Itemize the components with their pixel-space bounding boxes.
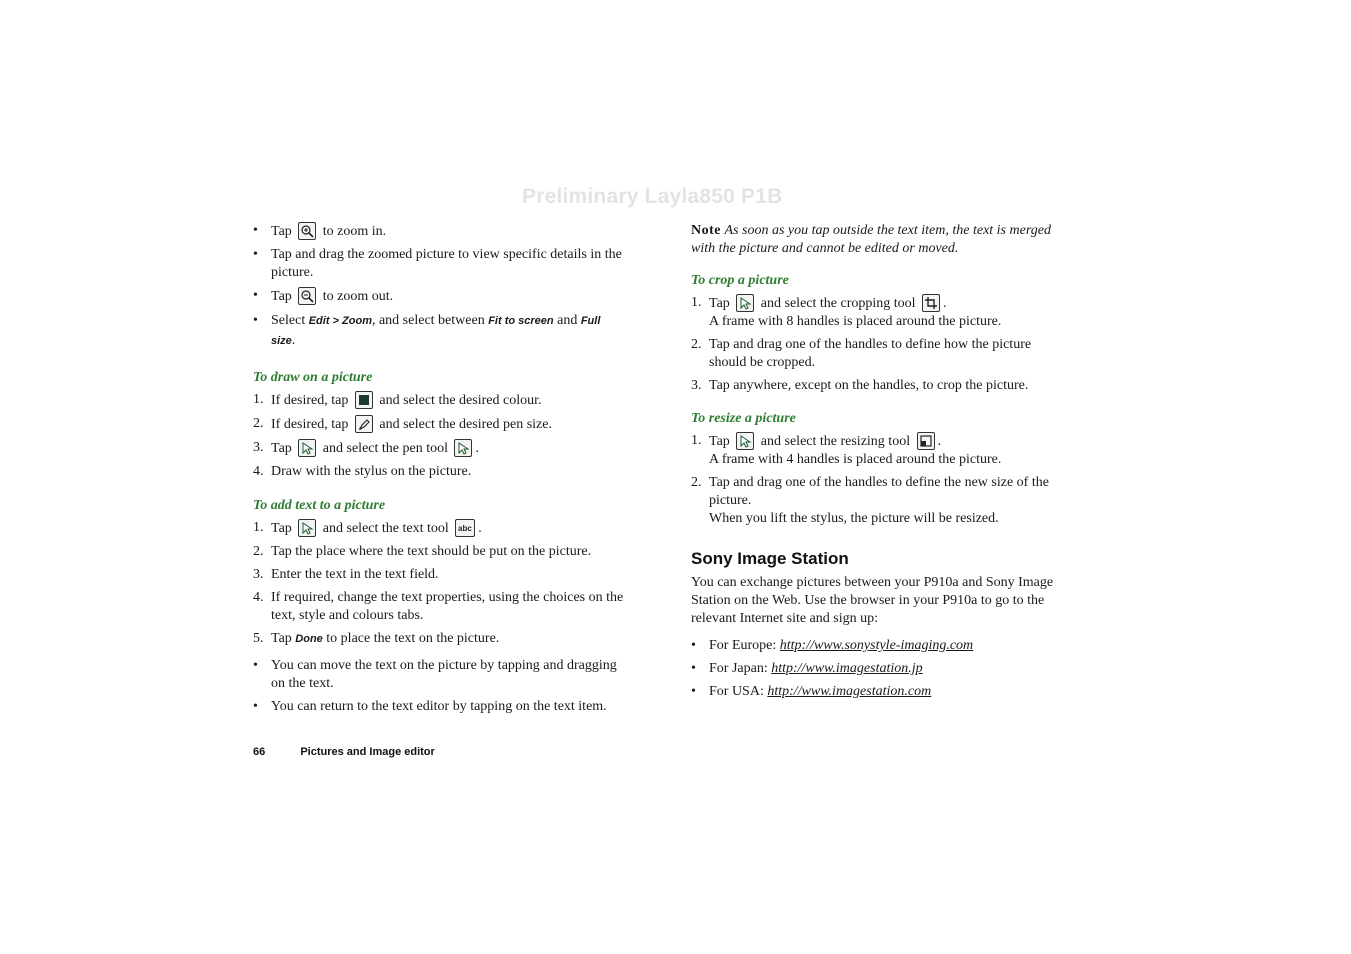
menu-path: Edit > Zoom [308,315,372,327]
text-tips [253,657,625,716]
tools-icon [736,294,754,312]
list-item: • Tap to zoom in. [253,222,625,241]
list-item: 1. Tap and select the text tool abc . [253,520,482,536]
tools-icon [298,519,316,537]
list-item: 3. Tap and select the pen tool . [253,440,479,456]
list-item: • Select Edit > Zoom, and select between Fit to screen and Full size. [253,311,625,351]
note [691,222,1063,258]
draw-steps [253,391,625,481]
menu-option: Fit to screen [488,315,554,327]
zoom-in-icon [298,222,316,240]
japan-link[interactable]: http://www.imagestation.jp [771,661,923,676]
section-heading-resize: To resize a picture [691,411,796,426]
section-heading-sony: Sony Image Station [691,549,849,568]
text-steps [253,519,625,648]
list-item: 2. If desired, tap and select the desired pen size. [253,416,552,432]
colour-swatch-icon [355,391,373,409]
list-item: 3. Enter the text in the text field. [253,567,439,582]
list-item: 4. If required, change the text properties, using the choices on the text, style and colours tabs. [253,590,624,623]
sony-links [691,637,1063,701]
menu-option: Full size [271,315,601,347]
step-detail: When you lift the stylus, the picture will be resized. [709,511,999,526]
list-item: • For USA: http://www.imagestation.com [691,683,1063,701]
list-item: 1. If desired, tap and select the desired colour. [253,392,542,408]
list-item: 1. Tap and select the cropping tool . A frame with 8 handles is placed around the picture. [691,294,1063,331]
resize-steps [691,432,1063,528]
list-item: 2. Tap and drag one of the handles to define how the picture should be cropped. [691,337,1032,370]
europe-link[interactable]: http://www.sonystyle-imaging.com [779,638,974,653]
note-text: As soon as you tap outside the text item, the text is merged with the picture and cannot be edited or moved. [691,223,1051,256]
step-detail: A frame with 4 handles is placed around the picture. [709,452,1002,467]
section-heading-crop: To crop a picture [691,273,789,288]
step-detail: A frame with 8 handles is placed around the picture. [709,314,1002,329]
section-title: Pictures and Image editor [300,746,435,758]
page-number: 66 [253,746,266,758]
list-item: • You can return to the text editor by tapping on the text item. [253,698,625,716]
list-item: 4. Draw with the stylus on the picture. [253,464,472,479]
usa-link[interactable]: http://www.imagestation.com [767,684,932,699]
zoom-bullets [253,222,625,351]
resize-tool-icon [917,432,935,450]
section-heading-text: To add text to a picture [253,498,386,513]
section-heading-draw: To draw on a picture [253,370,373,385]
svg-text:abc: abc [458,524,473,533]
list-item: • Tap to zoom out. [253,287,625,306]
pen-size-icon [355,415,373,433]
tools-icon [736,432,754,450]
zoom-out-icon [298,287,316,305]
tools-icon [298,439,316,457]
list-item: • For Europe: http://www.sonystyle-imaging.com [691,637,1063,655]
crop-tool-icon [922,294,940,312]
watermark: Preliminary Layla850 P1B [522,185,783,208]
menu-option: Done [295,633,323,645]
right-column [691,222,1063,701]
pen-tool-icon [454,439,472,457]
crop-steps [691,294,1063,395]
sony-paragraph: You can exchange pictures between your P910a and Sony Image Station on the Web. Use the browser in your P910a to go to the relevant Internet site and sign up: [691,575,1054,626]
left-column [253,222,625,716]
list-item: 3. Tap anywhere, except on the handles, to crop the picture. [691,378,1029,393]
text-tool-icon [455,519,475,537]
list-item: 2. Tap and drag one of the handles to define the new size of the picture. When you lift the stylus, the picture will be resized. [691,474,1063,528]
list-item: 2. Tap the place where the text should be put on the picture. [253,544,592,559]
list-item: 1. Tap and select the resizing tool . A frame with 4 handles is placed around the picture. [691,432,1063,469]
page-footer [253,746,435,758]
list-item: • Tap and drag the zoomed picture to view specific details in the picture. [253,246,625,282]
list-item: 5. Tap Done to place the text on the picture. [253,631,500,646]
list-item: • You can move the text on the picture by tapping and dragging on the text. [253,657,625,693]
list-item: • For Japan: http://www.imagestation.jp [691,660,1063,678]
note-label: Note [691,223,721,238]
